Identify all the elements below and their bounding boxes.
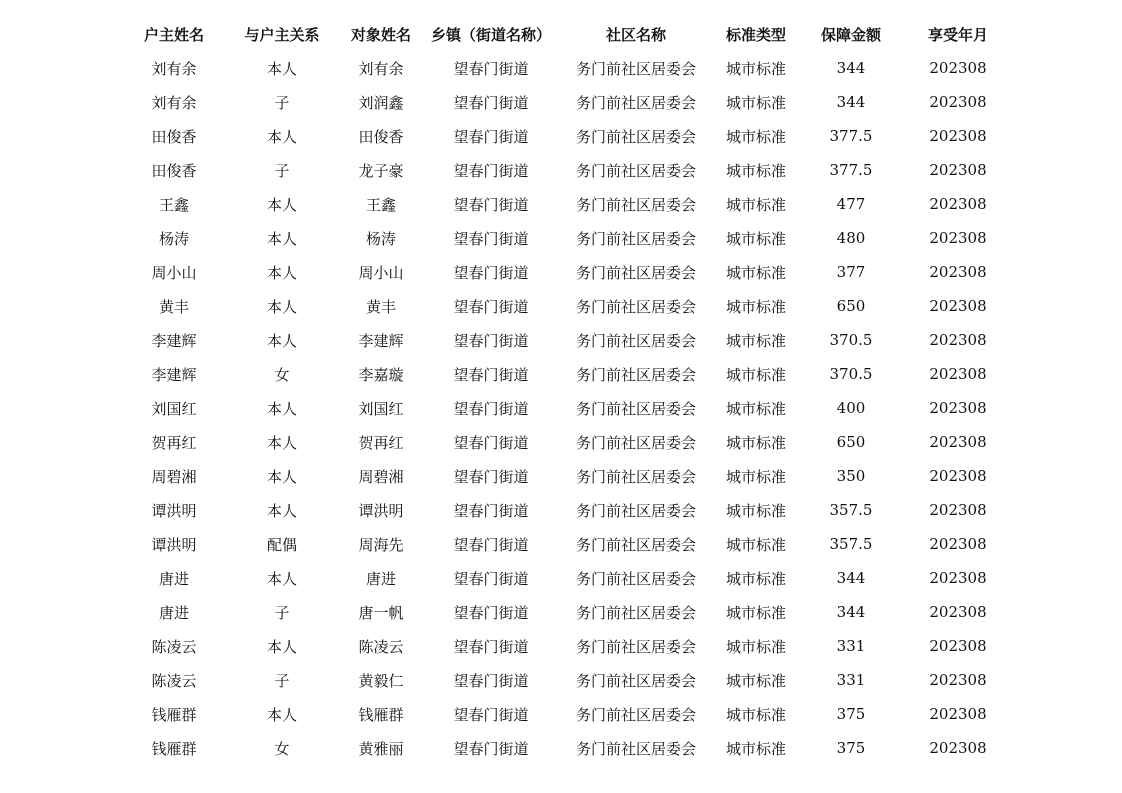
cell-community: 务门前社区居委会 — [575, 365, 696, 384]
cell-amount: 377.5 — [829, 161, 873, 179]
cell-recipient-name: 贺再红 — [358, 433, 404, 452]
cell-household-head: 谭洪明 — [151, 535, 197, 554]
cell-amount: 375 — [836, 705, 866, 723]
cell-month: 202308 — [929, 297, 987, 315]
cell-township: 望春门街道 — [453, 127, 529, 146]
cell-standard-type: 城市标准 — [725, 433, 786, 452]
cell-township: 望春门街道 — [453, 467, 529, 486]
table-row — [120, 119, 1010, 153]
table-row — [120, 357, 1010, 391]
table-row — [120, 493, 1010, 527]
cell-household-head: 黄丰 — [158, 297, 189, 316]
table-row — [120, 391, 1010, 425]
cell-recipient-name: 龙子豪 — [358, 161, 404, 180]
cell-household-head: 陈凌云 — [151, 671, 197, 690]
cell-township: 望春门街道 — [453, 195, 529, 214]
cell-standard-type: 城市标准 — [725, 59, 786, 78]
cell-community: 务门前社区居委会 — [575, 467, 696, 486]
cell-standard-type: 城市标准 — [725, 535, 786, 554]
cell-recipient-name: 谭洪明 — [358, 501, 404, 520]
cell-relation: 本人 — [266, 331, 297, 350]
cell-relation: 女 — [274, 365, 290, 384]
cell-standard-type: 城市标准 — [725, 263, 786, 282]
cell-household-head: 李建辉 — [151, 331, 197, 350]
cell-household-head: 贺再红 — [151, 433, 197, 452]
cell-relation: 本人 — [266, 569, 297, 588]
cell-relation: 本人 — [266, 399, 297, 418]
table-row — [120, 323, 1010, 357]
cell-community: 务门前社区居委会 — [575, 229, 696, 248]
cell-township: 望春门街道 — [453, 569, 529, 588]
cell-month: 202308 — [929, 161, 987, 179]
cell-amount: 344 — [836, 59, 866, 77]
cell-community: 务门前社区居委会 — [575, 603, 696, 622]
cell-standard-type: 城市标准 — [725, 161, 786, 180]
cell-standard-type: 城市标准 — [725, 705, 786, 724]
cell-recipient-name: 周小山 — [358, 263, 404, 282]
table-row — [120, 187, 1010, 221]
cell-township: 望春门街道 — [453, 739, 529, 758]
cell-community: 务门前社区居委会 — [575, 297, 696, 316]
cell-household-head: 王鑫 — [158, 195, 189, 214]
table-row — [120, 153, 1010, 187]
cell-relation: 本人 — [266, 195, 297, 214]
cell-standard-type: 城市标准 — [725, 739, 786, 758]
cell-community: 务门前社区居委会 — [575, 161, 696, 180]
cell-amount: 477 — [836, 195, 866, 213]
cell-recipient-name: 刘有余 — [358, 59, 404, 78]
table-header — [120, 17, 1010, 51]
cell-township: 望春门街道 — [453, 365, 529, 384]
cell-household-head: 刘国红 — [151, 399, 197, 418]
cell-relation: 本人 — [266, 501, 297, 520]
cell-amount: 344 — [836, 569, 866, 587]
cell-household-head: 唐进 — [158, 603, 189, 622]
table-body — [120, 51, 1010, 765]
cell-month: 202308 — [929, 569, 987, 587]
cell-household-head: 周小山 — [151, 263, 197, 282]
cell-month: 202308 — [929, 433, 987, 451]
cell-recipient-name: 唐一帆 — [358, 603, 404, 622]
cell-amount: 375 — [836, 739, 866, 757]
cell-amount: 650 — [836, 297, 866, 315]
cell-township: 望春门街道 — [453, 161, 529, 180]
cell-relation: 本人 — [266, 467, 297, 486]
subsidy-table — [120, 17, 1010, 765]
cell-township: 望春门街道 — [453, 501, 529, 520]
cell-amount: 370.5 — [829, 365, 873, 383]
table-row — [120, 697, 1010, 731]
table-row — [120, 289, 1010, 323]
cell-month: 202308 — [929, 705, 987, 723]
cell-relation: 女 — [274, 739, 290, 758]
cell-community: 务门前社区居委会 — [575, 331, 696, 350]
cell-amount: 357.5 — [829, 501, 873, 519]
cell-recipient-name: 李建辉 — [358, 331, 404, 350]
cell-recipient-name: 钱雁群 — [358, 705, 404, 724]
cell-month: 202308 — [929, 93, 987, 111]
cell-recipient-name: 刘润鑫 — [358, 93, 404, 112]
cell-household-head: 刘有余 — [151, 59, 197, 78]
cell-recipient-name: 黄毅仁 — [358, 671, 404, 690]
cell-standard-type: 城市标准 — [725, 603, 786, 622]
cell-month: 202308 — [929, 59, 987, 77]
cell-standard-type: 城市标准 — [725, 671, 786, 690]
cell-amount: 350 — [836, 467, 866, 485]
cell-community: 务门前社区居委会 — [575, 535, 696, 554]
cell-recipient-name: 刘国红 — [358, 399, 404, 418]
cell-amount: 370.5 — [829, 331, 873, 349]
cell-community: 务门前社区居委会 — [575, 263, 696, 282]
cell-amount: 344 — [836, 93, 866, 111]
cell-recipient-name: 周海先 — [358, 535, 404, 554]
cell-community: 务门前社区居委会 — [575, 705, 696, 724]
table-row — [120, 221, 1010, 255]
cell-standard-type: 城市标准 — [725, 331, 786, 350]
header-amount: 保障金额 — [820, 25, 881, 44]
cell-community: 务门前社区居委会 — [575, 501, 696, 520]
cell-community: 务门前社区居委会 — [575, 671, 696, 690]
cell-recipient-name: 陈凌云 — [358, 637, 404, 656]
cell-community: 务门前社区居委会 — [575, 195, 696, 214]
cell-township: 望春门街道 — [453, 229, 529, 248]
cell-recipient-name: 唐进 — [365, 569, 396, 588]
table-row — [120, 51, 1010, 85]
header-relation: 与户主关系 — [244, 25, 320, 44]
cell-township: 望春门街道 — [453, 433, 529, 452]
header-township: 乡镇（街道名称） — [430, 25, 551, 44]
cell-relation: 配偶 — [266, 535, 297, 554]
header-month: 享受年月 — [927, 25, 988, 44]
cell-standard-type: 城市标准 — [725, 501, 786, 520]
header-community: 社区名称 — [605, 25, 666, 44]
cell-amount: 331 — [836, 671, 866, 689]
cell-household-head: 杨涛 — [158, 229, 189, 248]
cell-household-head: 唐进 — [158, 569, 189, 588]
cell-relation: 本人 — [266, 705, 297, 724]
cell-township: 望春门街道 — [453, 399, 529, 418]
cell-standard-type: 城市标准 — [725, 569, 786, 588]
cell-month: 202308 — [929, 671, 987, 689]
cell-amount: 400 — [836, 399, 866, 417]
cell-amount: 331 — [836, 637, 866, 655]
cell-standard-type: 城市标准 — [725, 297, 786, 316]
cell-township: 望春门街道 — [453, 637, 529, 656]
cell-amount: 377.5 — [829, 127, 873, 145]
cell-community: 务门前社区居委会 — [575, 433, 696, 452]
header-standard-type: 标准类型 — [725, 25, 786, 44]
cell-relation: 本人 — [266, 637, 297, 656]
cell-community: 务门前社区居委会 — [575, 127, 696, 146]
cell-recipient-name: 王鑫 — [365, 195, 396, 214]
cell-household-head: 钱雁群 — [151, 705, 197, 724]
cell-month: 202308 — [929, 501, 987, 519]
cell-month: 202308 — [929, 195, 987, 213]
cell-relation: 子 — [274, 93, 290, 112]
cell-relation: 本人 — [266, 229, 297, 248]
cell-household-head: 谭洪明 — [151, 501, 197, 520]
cell-month: 202308 — [929, 331, 987, 349]
cell-amount: 377 — [836, 263, 866, 281]
cell-township: 望春门街道 — [453, 93, 529, 112]
cell-standard-type: 城市标准 — [725, 229, 786, 248]
table-row — [120, 663, 1010, 697]
cell-recipient-name: 黄雅丽 — [358, 739, 404, 758]
header-household-head: 户主姓名 — [143, 25, 204, 44]
cell-recipient-name: 黄丰 — [365, 297, 396, 316]
table-row — [120, 595, 1010, 629]
cell-relation: 本人 — [266, 433, 297, 452]
table-row — [120, 459, 1010, 493]
cell-relation: 子 — [274, 603, 290, 622]
cell-month: 202308 — [929, 535, 987, 553]
table-row — [120, 85, 1010, 119]
cell-standard-type: 城市标准 — [725, 127, 786, 146]
cell-amount: 344 — [836, 603, 866, 621]
cell-household-head: 周碧湘 — [151, 467, 197, 486]
cell-amount: 480 — [836, 229, 866, 247]
cell-township: 望春门街道 — [453, 705, 529, 724]
table-row — [120, 425, 1010, 459]
cell-township: 望春门街道 — [453, 535, 529, 554]
cell-standard-type: 城市标准 — [725, 467, 786, 486]
cell-household-head: 田俊香 — [151, 127, 197, 146]
document-sheet — [120, 17, 1010, 765]
cell-community: 务门前社区居委会 — [575, 93, 696, 112]
cell-relation: 本人 — [266, 263, 297, 282]
cell-township: 望春门街道 — [453, 263, 529, 282]
cell-month: 202308 — [929, 365, 987, 383]
cell-standard-type: 城市标准 — [725, 637, 786, 656]
cell-township: 望春门街道 — [453, 59, 529, 78]
cell-month: 202308 — [929, 127, 987, 145]
cell-month: 202308 — [929, 739, 987, 757]
cell-relation: 本人 — [266, 127, 297, 146]
cell-amount: 357.5 — [829, 535, 873, 553]
cell-relation: 子 — [274, 161, 290, 180]
cell-community: 务门前社区居委会 — [575, 637, 696, 656]
table-row — [120, 527, 1010, 561]
header-recipient-name: 对象姓名 — [350, 25, 411, 44]
cell-household-head: 李建辉 — [151, 365, 197, 384]
cell-relation: 子 — [274, 671, 290, 690]
cell-amount: 650 — [836, 433, 866, 451]
cell-standard-type: 城市标准 — [725, 93, 786, 112]
cell-month: 202308 — [929, 263, 987, 281]
cell-month: 202308 — [929, 229, 987, 247]
cell-relation: 本人 — [266, 59, 297, 78]
cell-recipient-name: 周碧湘 — [358, 467, 404, 486]
cell-standard-type: 城市标准 — [725, 399, 786, 418]
header-row — [120, 17, 1010, 51]
cell-month: 202308 — [929, 399, 987, 417]
cell-household-head: 钱雁群 — [151, 739, 197, 758]
cell-standard-type: 城市标准 — [725, 195, 786, 214]
cell-township: 望春门街道 — [453, 671, 529, 690]
cell-community: 务门前社区居委会 — [575, 59, 696, 78]
cell-household-head: 陈凌云 — [151, 637, 197, 656]
table-row — [120, 255, 1010, 289]
cell-township: 望春门街道 — [453, 297, 529, 316]
cell-township: 望春门街道 — [453, 331, 529, 350]
cell-relation: 本人 — [266, 297, 297, 316]
cell-household-head: 刘有余 — [151, 93, 197, 112]
cell-month: 202308 — [929, 637, 987, 655]
cell-community: 务门前社区居委会 — [575, 739, 696, 758]
cell-month: 202308 — [929, 603, 987, 621]
cell-household-head: 田俊香 — [151, 161, 197, 180]
cell-standard-type: 城市标准 — [725, 365, 786, 384]
cell-community: 务门前社区居委会 — [575, 399, 696, 418]
cell-community: 务门前社区居委会 — [575, 569, 696, 588]
table-row — [120, 561, 1010, 595]
cell-month: 202308 — [929, 467, 987, 485]
table-row — [120, 731, 1010, 765]
cell-recipient-name: 李嘉璇 — [358, 365, 404, 384]
cell-township: 望春门街道 — [453, 603, 529, 622]
cell-recipient-name: 田俊香 — [358, 127, 404, 146]
cell-recipient-name: 杨涛 — [365, 229, 396, 248]
table-row — [120, 629, 1010, 663]
